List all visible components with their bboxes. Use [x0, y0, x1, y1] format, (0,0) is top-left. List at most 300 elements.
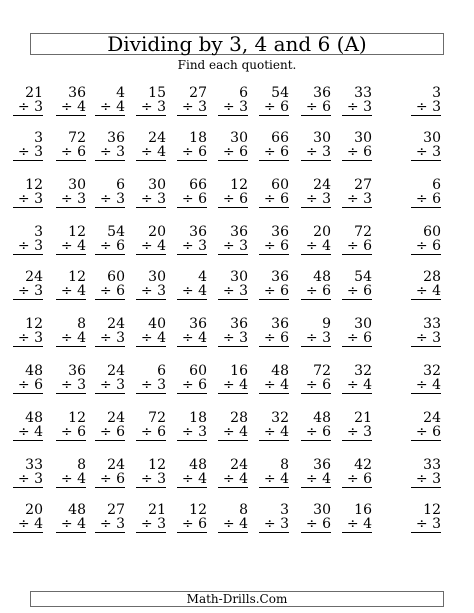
divisor: ÷ 3	[136, 284, 166, 300]
dividend: 3	[280, 502, 289, 518]
footer-box	[30, 591, 444, 607]
divisor: ÷ 4	[56, 331, 86, 347]
division-problem	[56, 458, 86, 488]
dividend: 3	[432, 85, 441, 101]
divisor: ÷ 3	[301, 331, 331, 347]
dividend: 36	[271, 224, 289, 240]
dividend: 15	[148, 85, 166, 101]
divisor: ÷ 3	[13, 284, 43, 300]
divisor: ÷ 4	[218, 472, 248, 488]
dividend: 33	[25, 457, 43, 473]
division-problem	[56, 178, 86, 208]
division-problem	[56, 86, 86, 116]
dividend: 36	[68, 363, 86, 379]
division-problem	[218, 458, 248, 488]
dividend: 33	[423, 316, 441, 332]
dividend: 72	[354, 224, 372, 240]
divisor: ÷ 6	[301, 100, 331, 116]
dividend: 72	[68, 130, 86, 146]
divisor: ÷ 3	[259, 517, 289, 533]
division-problem	[218, 270, 248, 300]
division-problem	[177, 411, 207, 441]
divisor: ÷ 4	[301, 239, 331, 255]
divisor: ÷ 6	[136, 425, 166, 441]
division-problem	[301, 317, 331, 347]
dividend: 36	[313, 457, 331, 473]
division-problem	[259, 178, 289, 208]
division-problem	[342, 86, 372, 116]
divisor: ÷ 3	[301, 192, 331, 208]
dividend: 6	[239, 85, 248, 101]
dividend: 36	[107, 130, 125, 146]
dividend: 48	[271, 363, 289, 379]
worksheet-title: Dividing by 3, 4 and 6 (A)	[107, 32, 367, 56]
divisor: ÷ 4	[259, 425, 289, 441]
divisor: ÷ 6	[411, 425, 441, 441]
division-problem	[342, 411, 372, 441]
division-problem	[13, 270, 43, 300]
dividend: 4	[116, 85, 125, 101]
dividend: 24	[107, 363, 125, 379]
dividend: 42	[354, 457, 372, 473]
dividend: 30	[354, 316, 372, 332]
dividend: 27	[354, 177, 372, 193]
instruction-text: Find each quotient.	[177, 58, 297, 72]
divisor: ÷ 4	[411, 378, 441, 394]
divisor: ÷ 3	[95, 378, 125, 394]
division-problem	[177, 270, 207, 300]
dividend: 33	[423, 457, 441, 473]
divisor: ÷ 6	[342, 331, 372, 347]
division-problem	[13, 86, 43, 116]
divisor: ÷ 6	[259, 192, 289, 208]
division-problem	[342, 503, 372, 533]
divisor: ÷ 3	[136, 378, 166, 394]
division-problem	[136, 317, 166, 347]
divisor: ÷ 6	[259, 239, 289, 255]
division-problem	[411, 411, 441, 441]
division-problem	[177, 178, 207, 208]
dividend: 36	[68, 85, 86, 101]
division-problem	[56, 270, 86, 300]
division-problem	[411, 503, 441, 533]
divisor: ÷ 3	[136, 472, 166, 488]
dividend: 12	[189, 502, 207, 518]
divisor: ÷ 6	[259, 284, 289, 300]
divisor: ÷ 3	[411, 331, 441, 347]
division-problem	[56, 225, 86, 255]
division-problem	[177, 458, 207, 488]
dividend: 8	[280, 457, 289, 473]
dividend: 54	[354, 269, 372, 285]
divisor: ÷ 3	[136, 192, 166, 208]
dividend: 60	[271, 177, 289, 193]
division-problem	[259, 458, 289, 488]
division-problem	[95, 178, 125, 208]
division-problem	[177, 503, 207, 533]
dividend: 6	[432, 177, 441, 193]
division-problem	[177, 364, 207, 394]
dividend: 8	[77, 457, 86, 473]
dividend: 32	[271, 410, 289, 426]
division-problem	[177, 86, 207, 116]
dividend: 36	[189, 224, 207, 240]
division-problem	[301, 270, 331, 300]
division-problem	[301, 86, 331, 116]
dividend: 6	[116, 177, 125, 193]
division-problem	[342, 178, 372, 208]
division-problem	[13, 131, 43, 161]
division-problem	[177, 131, 207, 161]
dividend: 30	[68, 177, 86, 193]
division-problem	[342, 225, 372, 255]
dividend: 6	[157, 363, 166, 379]
division-problem	[301, 225, 331, 255]
divisor: ÷ 3	[342, 425, 372, 441]
divisor: ÷ 3	[218, 331, 248, 347]
division-problem	[411, 364, 441, 394]
dividend: 20	[25, 502, 43, 518]
divisor: ÷ 3	[95, 192, 125, 208]
division-problem	[136, 503, 166, 533]
divisor: ÷ 6	[95, 239, 125, 255]
dividend: 24	[313, 177, 331, 193]
dividend: 16	[354, 502, 372, 518]
dividend: 36	[271, 316, 289, 332]
dividend: 54	[271, 85, 289, 101]
dividend: 48	[25, 410, 43, 426]
dividend: 12	[148, 457, 166, 473]
dividend: 32	[354, 363, 372, 379]
dividend: 12	[68, 224, 86, 240]
division-problem	[218, 411, 248, 441]
division-problem	[301, 364, 331, 394]
dividend: 21	[148, 502, 166, 518]
divisor: ÷ 6	[342, 239, 372, 255]
divisor: ÷ 6	[218, 145, 248, 161]
dividend: 24	[107, 316, 125, 332]
division-problem	[95, 411, 125, 441]
divisor: ÷ 4	[301, 472, 331, 488]
dividend: 30	[313, 502, 331, 518]
divisor: ÷ 6	[218, 192, 248, 208]
divisor: ÷ 3	[177, 239, 207, 255]
division-problem	[136, 178, 166, 208]
division-problem	[301, 458, 331, 488]
divisor: ÷ 6	[342, 145, 372, 161]
division-problem	[218, 503, 248, 533]
division-problem	[56, 317, 86, 347]
dividend: 21	[354, 410, 372, 426]
division-problem	[136, 131, 166, 161]
divisor: ÷ 6	[411, 239, 441, 255]
divisor: ÷ 6	[301, 425, 331, 441]
division-problem	[56, 364, 86, 394]
dividend: 21	[25, 85, 43, 101]
divisor: ÷ 3	[95, 331, 125, 347]
footer-text: Math-Drills.Com	[186, 592, 288, 606]
dividend: 30	[230, 269, 248, 285]
divisor: ÷ 3	[13, 239, 43, 255]
divisor: ÷ 4	[56, 284, 86, 300]
divisor: ÷ 6	[259, 331, 289, 347]
dividend: 48	[68, 502, 86, 518]
dividend: 72	[313, 363, 331, 379]
divisor: ÷ 3	[177, 425, 207, 441]
divisor: ÷ 6	[177, 378, 207, 394]
division-problem	[177, 225, 207, 255]
divisor: ÷ 4	[136, 145, 166, 161]
division-problem	[56, 131, 86, 161]
dividend: 30	[423, 130, 441, 146]
division-problem	[411, 458, 441, 488]
division-problem	[136, 225, 166, 255]
division-problem	[95, 503, 125, 533]
divisor: ÷ 3	[411, 145, 441, 161]
divisor: ÷ 3	[342, 192, 372, 208]
dividend: 27	[189, 85, 207, 101]
dividend: 12	[68, 410, 86, 426]
division-problem	[177, 317, 207, 347]
division-problem	[259, 317, 289, 347]
divisor: ÷ 3	[136, 517, 166, 533]
division-problem	[136, 86, 166, 116]
divisor: ÷ 4	[411, 284, 441, 300]
division-problem	[301, 178, 331, 208]
dividend: 30	[148, 269, 166, 285]
divisor: ÷ 3	[13, 100, 43, 116]
dividend: 30	[313, 130, 331, 146]
dividend: 8	[239, 502, 248, 518]
division-problem	[411, 317, 441, 347]
dividend: 18	[189, 410, 207, 426]
division-problem	[95, 131, 125, 161]
division-problem	[259, 86, 289, 116]
divisor: ÷ 6	[301, 284, 331, 300]
dividend: 27	[107, 502, 125, 518]
dividend: 60	[423, 224, 441, 240]
division-problem	[218, 225, 248, 255]
division-problem	[13, 458, 43, 488]
divisor: ÷ 4	[342, 517, 372, 533]
dividend: 8	[77, 316, 86, 332]
division-problem	[13, 225, 43, 255]
division-problem	[301, 411, 331, 441]
dividend: 12	[25, 177, 43, 193]
dividend: 36	[230, 224, 248, 240]
divisor: ÷ 6	[342, 284, 372, 300]
divisor: ÷ 3	[301, 145, 331, 161]
division-problem	[218, 178, 248, 208]
dividend: 66	[189, 177, 207, 193]
division-problem	[411, 86, 441, 116]
divisor: ÷ 4	[13, 517, 43, 533]
divisor: ÷ 4	[342, 378, 372, 394]
divisor: ÷ 4	[56, 239, 86, 255]
division-problem	[411, 270, 441, 300]
division-problem	[95, 317, 125, 347]
division-problem	[411, 178, 441, 208]
divisor: ÷ 3	[95, 145, 125, 161]
divisor: ÷ 4	[56, 517, 86, 533]
divisor: ÷ 3	[56, 378, 86, 394]
division-problem	[342, 270, 372, 300]
divisor: ÷ 4	[177, 284, 207, 300]
dividend: 72	[148, 410, 166, 426]
division-problem	[259, 411, 289, 441]
divisor: ÷ 4	[136, 331, 166, 347]
dividend: 9	[322, 316, 331, 332]
divisor: ÷ 6	[301, 517, 331, 533]
divisor: ÷ 6	[56, 145, 86, 161]
divisor: ÷ 3	[177, 100, 207, 116]
dividend: 36	[230, 316, 248, 332]
division-problem	[56, 503, 86, 533]
division-problem	[259, 270, 289, 300]
division-problem	[13, 178, 43, 208]
dividend: 36	[271, 269, 289, 285]
divisor: ÷ 3	[56, 192, 86, 208]
dividend: 30	[148, 177, 166, 193]
dividend: 32	[423, 363, 441, 379]
division-problem	[95, 458, 125, 488]
division-problem	[259, 131, 289, 161]
dividend: 60	[107, 269, 125, 285]
dividend: 3	[34, 224, 43, 240]
dividend: 18	[189, 130, 207, 146]
division-problem	[411, 225, 441, 255]
dividend: 24	[107, 410, 125, 426]
dividend: 16	[230, 363, 248, 379]
divisor: ÷ 3	[13, 331, 43, 347]
division-problem	[136, 364, 166, 394]
divisor: ÷ 3	[342, 100, 372, 116]
divisor: ÷ 6	[342, 472, 372, 488]
dividend: 20	[313, 224, 331, 240]
divisor: ÷ 4	[95, 100, 125, 116]
division-problem	[342, 364, 372, 394]
divisor: ÷ 4	[177, 331, 207, 347]
divisor: ÷ 4	[13, 425, 43, 441]
divisor: ÷ 3	[218, 100, 248, 116]
divisor: ÷ 4	[177, 472, 207, 488]
dividend: 24	[107, 457, 125, 473]
division-problem	[13, 317, 43, 347]
dividend: 12	[423, 502, 441, 518]
dividend: 48	[189, 457, 207, 473]
divisor: ÷ 6	[177, 145, 207, 161]
division-problem	[259, 503, 289, 533]
division-problem	[342, 317, 372, 347]
dividend: 30	[230, 130, 248, 146]
divisor: ÷ 4	[259, 472, 289, 488]
divisor: ÷ 4	[218, 517, 248, 533]
division-problem	[95, 364, 125, 394]
dividend: 28	[230, 410, 248, 426]
divisor: ÷ 6	[177, 192, 207, 208]
divisor: ÷ 3	[411, 100, 441, 116]
divisor: ÷ 3	[218, 284, 248, 300]
divisor: ÷ 3	[411, 472, 441, 488]
division-problem	[218, 131, 248, 161]
division-problem	[136, 411, 166, 441]
divisor: ÷ 6	[259, 100, 289, 116]
divisor: ÷ 6	[95, 284, 125, 300]
dividend: 12	[25, 316, 43, 332]
dividend: 12	[230, 177, 248, 193]
division-problem	[95, 225, 125, 255]
division-problem	[56, 411, 86, 441]
dividend: 24	[25, 269, 43, 285]
divisor: ÷ 6	[301, 378, 331, 394]
division-problem	[218, 364, 248, 394]
division-problem	[218, 86, 248, 116]
division-problem	[95, 270, 125, 300]
divisor: ÷ 3	[136, 100, 166, 116]
divisor: ÷ 4	[56, 100, 86, 116]
dividend: 36	[189, 316, 207, 332]
dividend: 24	[230, 457, 248, 473]
division-problem	[411, 131, 441, 161]
divisor: ÷ 4	[218, 378, 248, 394]
divisor: ÷ 4	[56, 472, 86, 488]
division-problem	[301, 503, 331, 533]
dividend: 33	[354, 85, 372, 101]
dividend: 48	[313, 410, 331, 426]
division-problem	[95, 86, 125, 116]
divisor: ÷ 3	[218, 239, 248, 255]
dividend: 24	[148, 130, 166, 146]
division-problem	[13, 364, 43, 394]
divisor: ÷ 6	[411, 192, 441, 208]
divisor: ÷ 6	[259, 145, 289, 161]
division-problem	[218, 317, 248, 347]
division-problem	[136, 458, 166, 488]
division-problem	[342, 458, 372, 488]
divisor: ÷ 4	[259, 378, 289, 394]
divisor: ÷ 4	[218, 425, 248, 441]
divisor: ÷ 6	[95, 425, 125, 441]
dividend: 28	[423, 269, 441, 285]
divisor: ÷ 3	[411, 517, 441, 533]
dividend: 40	[148, 316, 166, 332]
division-problem	[259, 225, 289, 255]
division-problem	[301, 131, 331, 161]
dividend: 48	[25, 363, 43, 379]
divisor: ÷ 3	[13, 192, 43, 208]
divisor: ÷ 6	[13, 378, 43, 394]
dividend: 30	[354, 130, 372, 146]
division-problem	[136, 270, 166, 300]
divisor: ÷ 3	[13, 472, 43, 488]
dividend: 66	[271, 130, 289, 146]
divisor: ÷ 6	[95, 472, 125, 488]
dividend: 3	[34, 130, 43, 146]
divisor: ÷ 3	[95, 517, 125, 533]
division-problem	[13, 503, 43, 533]
dividend: 48	[313, 269, 331, 285]
division-problem	[259, 364, 289, 394]
dividend: 60	[189, 363, 207, 379]
dividend: 20	[148, 224, 166, 240]
dividend: 36	[313, 85, 331, 101]
dividend: 4	[198, 269, 207, 285]
dividend: 54	[107, 224, 125, 240]
division-problem	[13, 411, 43, 441]
dividend: 12	[68, 269, 86, 285]
dividend: 24	[423, 410, 441, 426]
divisor: ÷ 4	[136, 239, 166, 255]
